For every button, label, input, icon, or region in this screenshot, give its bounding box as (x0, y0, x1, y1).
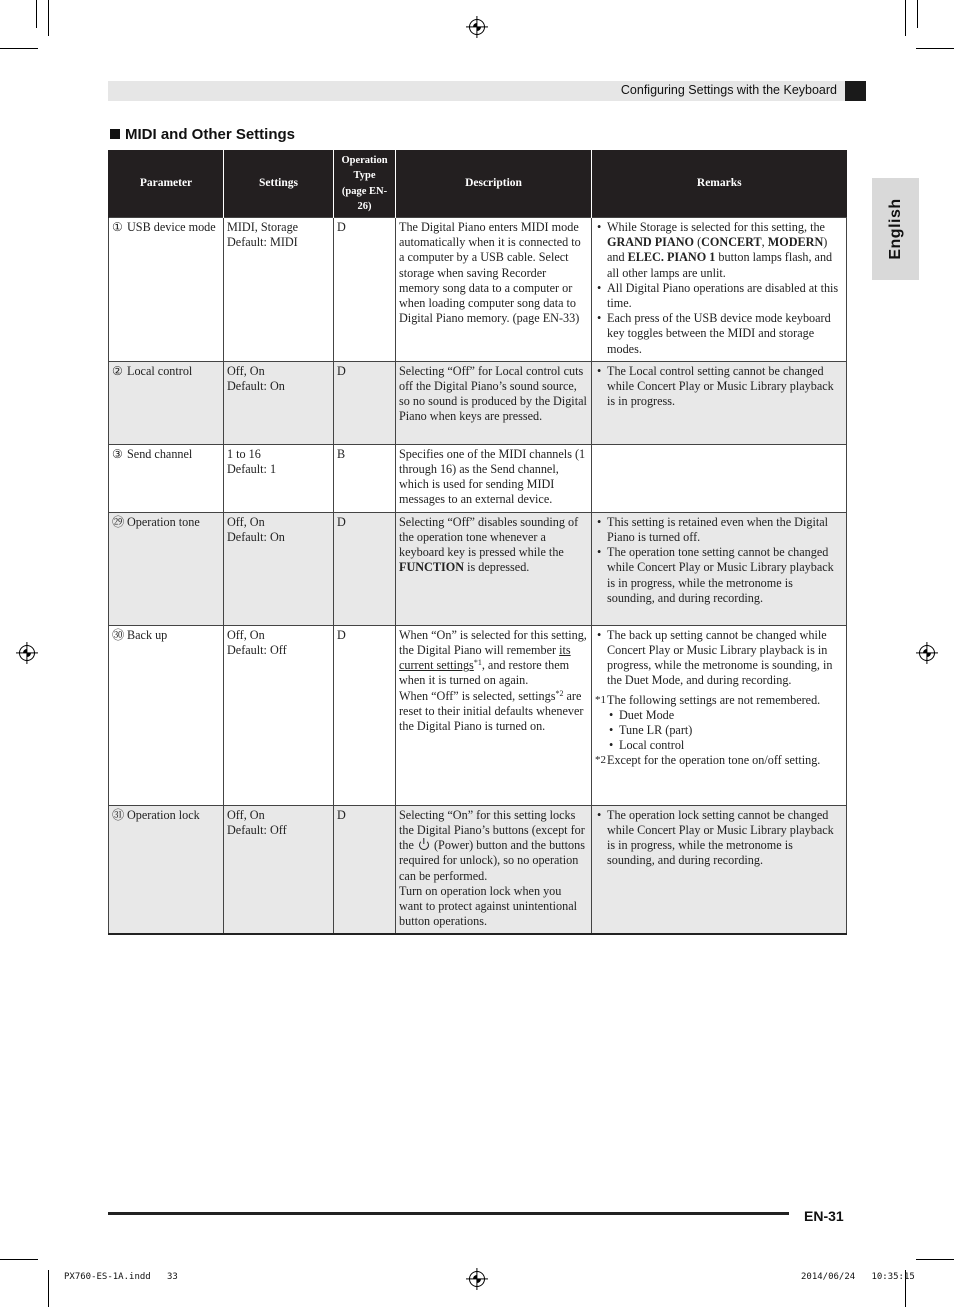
settings-default: Default: MIDI (227, 235, 298, 250)
footnote-1: *1 The following settings are not remembered. (595, 692, 821, 707)
table-row (109, 805, 847, 934)
remark-item: • The operation lock setting cannot be changed while Concert Play or Music Library playback is in progress, while the metronome is sounding, and during recording. (595, 808, 843, 869)
remark-item: • All Digital Piano operations are disabled at this time. (595, 281, 843, 311)
header-tab-block (845, 81, 866, 101)
operation-type-cell: D (334, 625, 396, 805)
settings-default: Default: 1 (227, 462, 277, 477)
crop-mark (0, 48, 38, 49)
column-header-parameter: Parameter (109, 150, 224, 218)
crop-mark (0, 1259, 38, 1260)
parameter-number: ② (112, 363, 123, 378)
operation-type-cell: D (334, 805, 396, 934)
column-header-operation-type (334, 150, 396, 218)
list-item: • Duet Mode (607, 708, 843, 723)
power-icon (419, 840, 429, 850)
slug-file: PX760-ES-1A.indd 33 (64, 1272, 178, 1282)
running-header (108, 81, 845, 101)
table-row (109, 361, 847, 444)
registration-mark-icon (19, 645, 35, 661)
footnote-1-list (595, 708, 843, 754)
list-item: • Tune LR (part) (607, 723, 843, 738)
parameter-number: ① (112, 220, 123, 234)
settings-values: Off, On (227, 807, 265, 822)
settings-values: Off, On (227, 514, 265, 529)
language-tab (872, 178, 919, 280)
remark-item: • While Storage is selected for this setting, the GRAND PIANO (CONCERT, MODERN) and ELEC. PIANO 1 button lamps flash, and all other lamps are unlit. (595, 220, 843, 281)
registration-mark-icon (469, 1271, 485, 1287)
settings-values: Off, On (227, 627, 265, 642)
settings-cell (224, 361, 334, 444)
description-cell: Selecting “On” for this setting locks the Digital Piano’s buttons (except for the (Power) button and the buttons required for unlock), so no operation can be performed. Turn on operation lock when you want to protect against unintentional button operations. (396, 805, 592, 934)
parameter-cell (109, 218, 224, 362)
parameter-cell (109, 625, 224, 805)
column-header-operation-type-text: Operation Type (page EN-26) (341, 154, 388, 212)
description-cell: The Digital Piano enters MIDI mode automatically when it is connected to a computer by a USB cable. Select storage when saving Recorder memory song data to a computer or when loading computer song data to Digital Piano memory. (page EN-33) (396, 218, 592, 362)
crop-mark (916, 1259, 954, 1260)
parameter-name: USB device mode (127, 220, 216, 234)
description-cell: Selecting “Off” for Local control cuts off the Digital Piano’s sound source, so no sound is produced by the Digital Piano when keys are pressed. (396, 361, 592, 444)
crop-mark (917, 0, 918, 28)
remarks-cell (592, 625, 847, 805)
operation-type-cell: D (334, 218, 396, 362)
remark-item: • This setting is retained even when the Digital Piano is turned off. (595, 515, 843, 545)
parameter-cell (109, 361, 224, 444)
table-row (109, 444, 847, 512)
settings-values: 1 to 16 (227, 446, 261, 461)
description-cell: Specifies one of the MIDI channels (1 through 16) as the Send channel, which is used for sending MIDI messages to an external device. (396, 444, 592, 512)
settings-cell (224, 218, 334, 362)
description-cell: When “On” is selected for this setting, the Digital Piano will remember its current settings$^{*1}$, and restore them when it is turned on again. When “Off” is selected, settings$^{*2}$ are reset to their initial defaults whenever the Digital Piano is turned on. (396, 625, 592, 805)
column-header-description: Description (396, 150, 592, 218)
remark-item: • Each press of the USB device mode keyboard key toggles between the MIDI and storage modes. (595, 311, 843, 357)
table-header-row (109, 150, 847, 218)
parameter-name: Local control (127, 363, 193, 378)
parameter-number: ㉙ (112, 514, 125, 529)
settings-values: MIDI, Storage (227, 220, 299, 234)
crop-mark (48, 1270, 49, 1307)
settings-values: Off, On (227, 363, 265, 378)
remarks-cell (592, 218, 847, 362)
parameter-name: Operation lock (127, 807, 200, 822)
remarks-cell (592, 805, 847, 934)
parameter-cell (109, 444, 224, 512)
settings-cell (224, 512, 334, 625)
operation-type-cell: D (334, 361, 396, 444)
settings-default: Default: On (227, 530, 285, 545)
remark-item: • The back up setting cannot be changed while Concert Play or Music Library playback is in progress, while the metronome is sounding, in the Duet Mode, and during recording. (595, 628, 843, 689)
remark-item: • The Local control setting cannot be changed while Concert Play or Music Library playback is in progress. (595, 364, 843, 410)
crop-mark (48, 0, 49, 36)
list-item: • Local control (607, 738, 843, 753)
description-cell: Selecting “Off” disables sounding of the operation tone whenever a keyboard key is pressed while the FUNCTION is depressed. (396, 512, 592, 625)
settings-cell (224, 444, 334, 512)
settings-default: Default: On (227, 379, 285, 394)
section-title-text: MIDI and Other Settings (125, 126, 296, 143)
table-row (109, 218, 847, 362)
parameter-cell (109, 512, 224, 625)
crop-mark (916, 48, 954, 49)
operation-type-cell: B (334, 444, 396, 512)
remarks-cell (592, 512, 847, 625)
footnote-2: *2 Except for the operation tone on/off setting. (595, 753, 821, 768)
slug-date: 2014/06/24 10:35:15 (801, 1272, 915, 1282)
parameter-number: ㉛ (112, 807, 125, 822)
settings-cell (224, 805, 334, 934)
column-header-settings: Settings (224, 150, 334, 218)
settings-table (108, 150, 847, 935)
settings-default: Default: Off (227, 823, 287, 838)
registration-mark-icon (469, 19, 485, 35)
parameter-name: Send channel (127, 446, 193, 461)
running-header-title: Configuring Settings with the Keyboard (620, 83, 837, 97)
remarks-cell (592, 361, 847, 444)
settings-default: Default: Off (227, 643, 287, 658)
column-header-remarks: Remarks (592, 150, 847, 218)
parameter-name: Back up (127, 627, 168, 642)
page-number: EN-31 (804, 1208, 844, 1224)
table-row (109, 625, 847, 805)
crop-mark (905, 0, 906, 36)
footer-rule (108, 1212, 789, 1215)
parameter-number: ③ (112, 446, 123, 461)
remarks-cell (592, 444, 847, 512)
square-bullet-icon (110, 129, 120, 139)
operation-type-cell: D (334, 512, 396, 625)
remark-item: • The operation tone setting cannot be changed while Concert Play or Music Library playback is in progress, while the metronome is sounding, and during recording. (595, 545, 843, 606)
parameter-cell (109, 805, 224, 934)
crop-mark (36, 0, 37, 28)
section-title (110, 126, 295, 143)
parameter-name: Operation tone (127, 514, 200, 529)
language-tab-label: English (886, 198, 904, 260)
table-row (109, 512, 847, 625)
settings-cell (224, 625, 334, 805)
parameter-number: ㉚ (112, 627, 125, 642)
registration-mark-icon (919, 645, 935, 661)
